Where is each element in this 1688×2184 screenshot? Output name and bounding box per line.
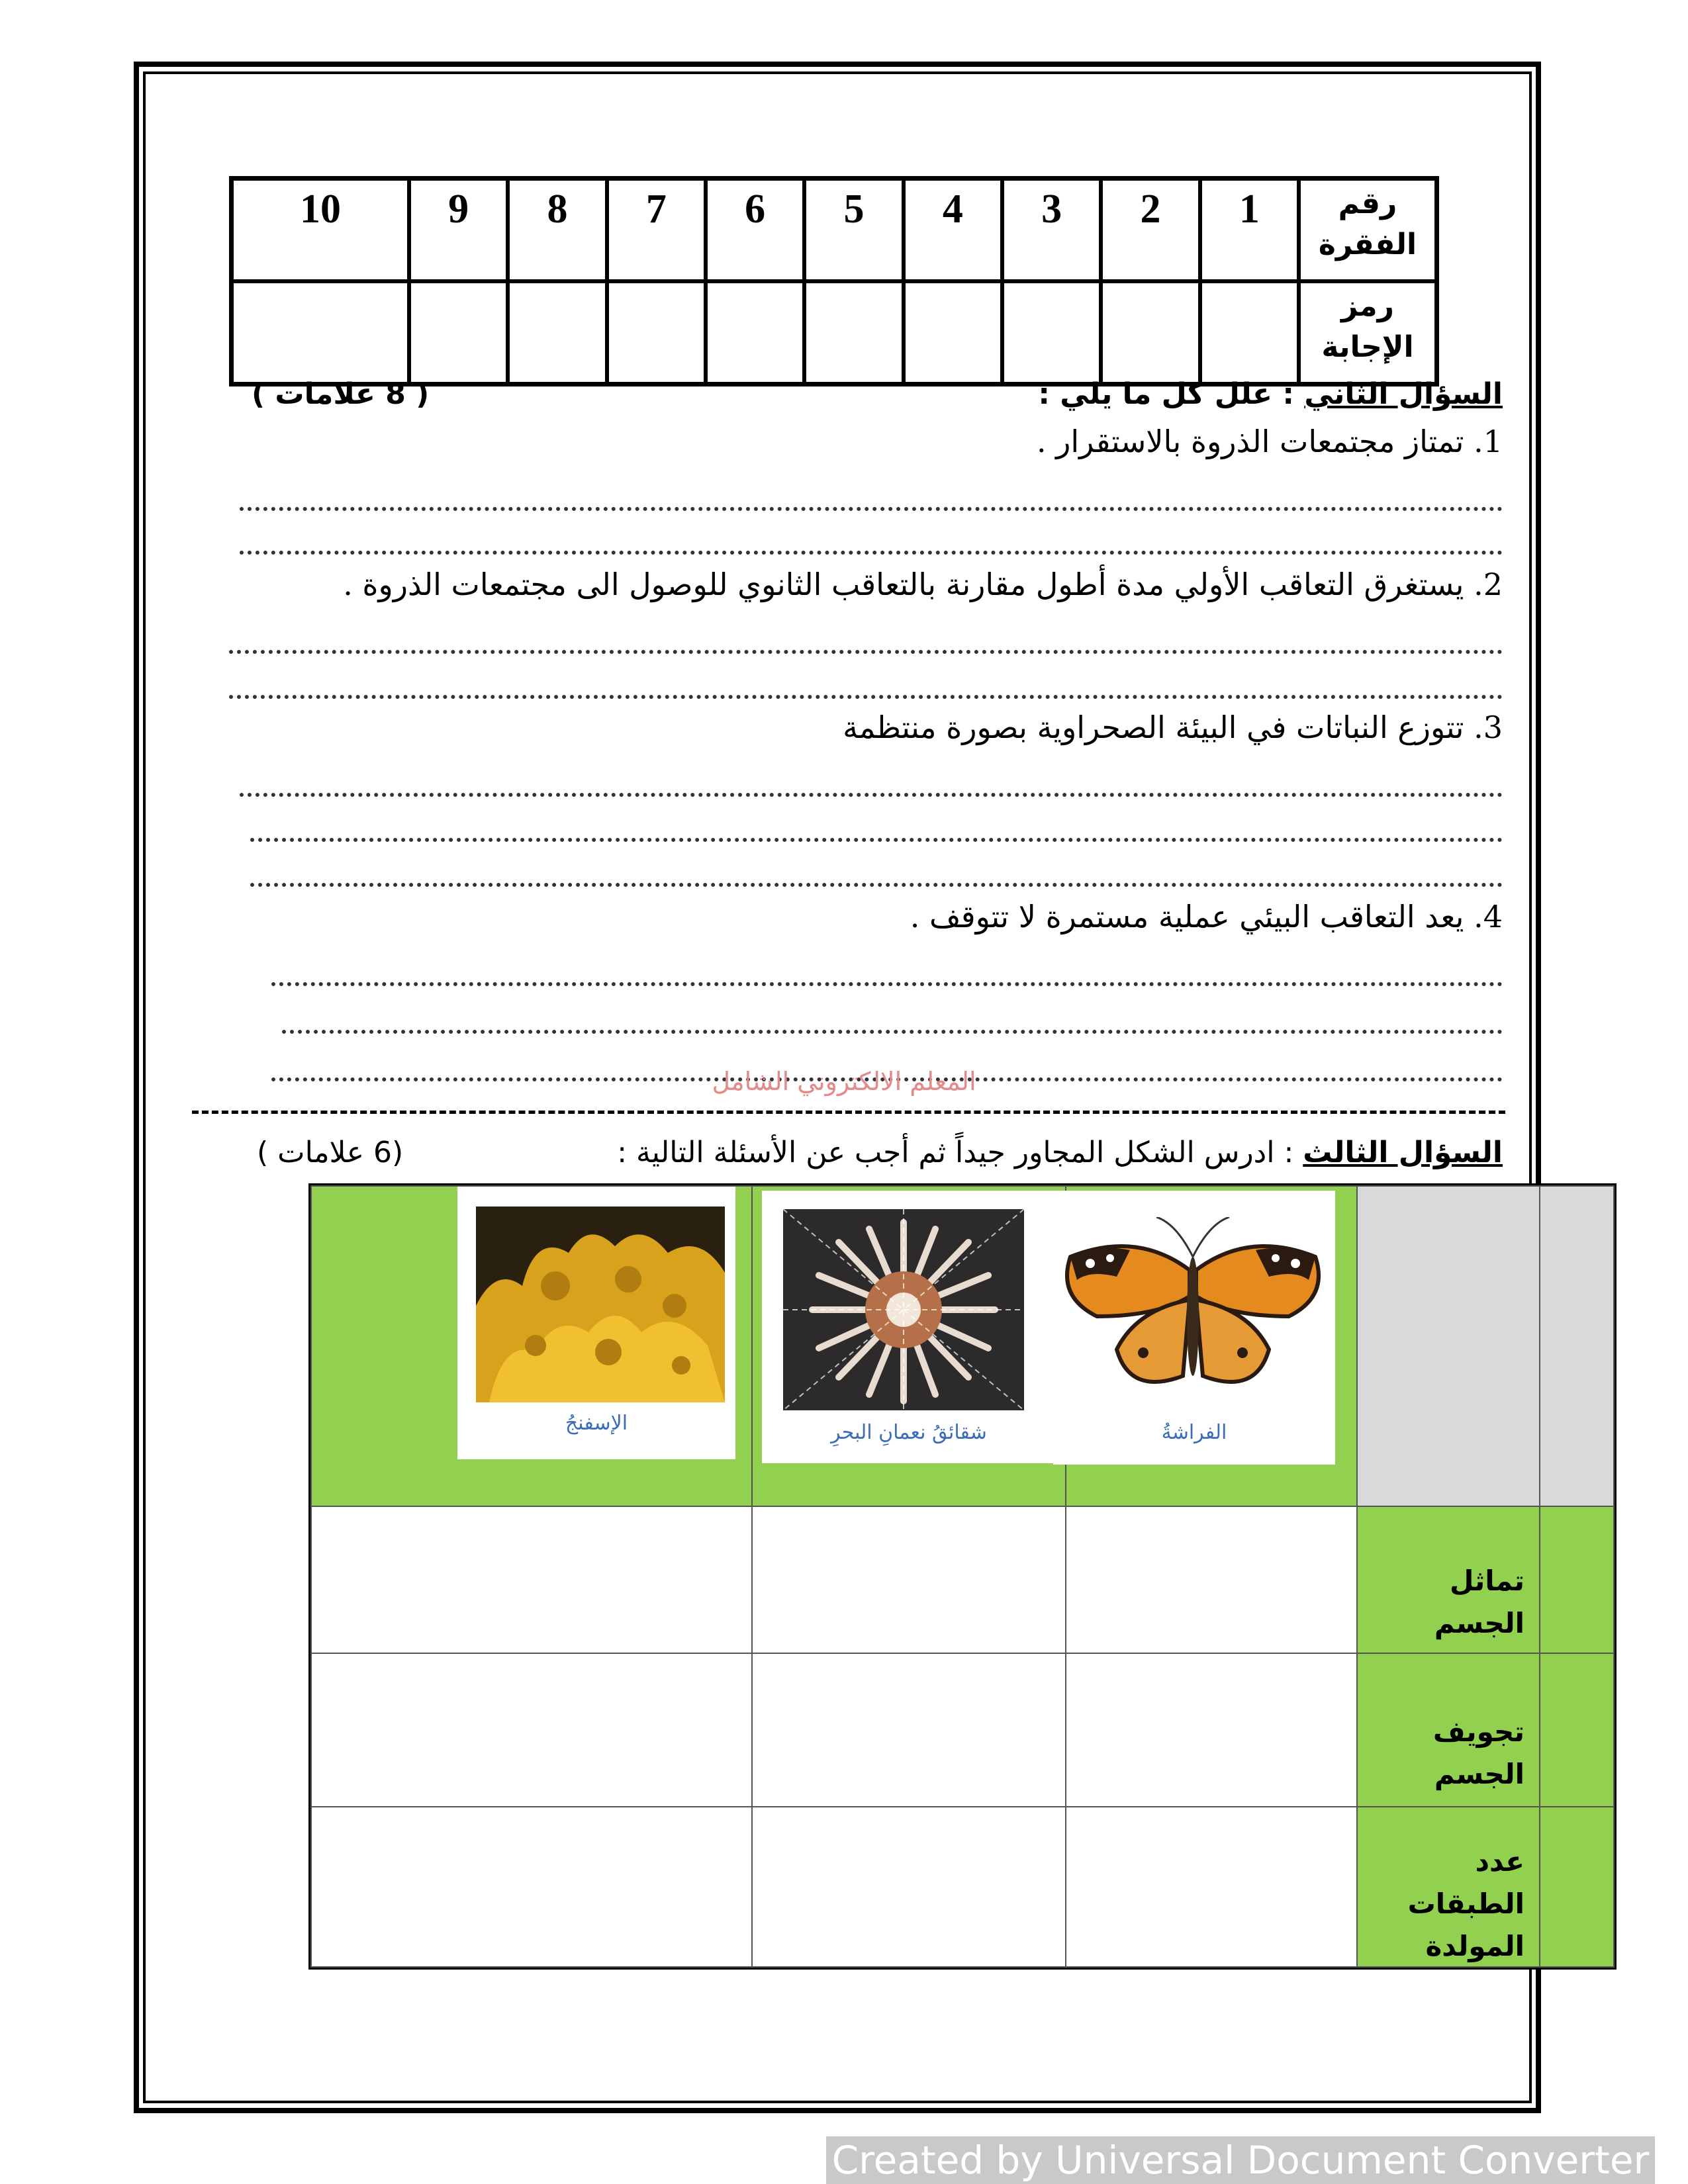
question2-item-2: 2. يستغرق التعاقب الأولي مدة أطول مقارنة بالتعاقب الثانوي للوصول الى مجتمعات الذروة . xyxy=(343,567,1503,602)
answer-line[interactable] xyxy=(250,883,1503,887)
answer-cell[interactable] xyxy=(310,1506,753,1654)
row-edge-cell xyxy=(1539,1806,1615,1968)
answer-cell[interactable] xyxy=(904,281,1002,384)
answer-line[interactable] xyxy=(229,695,1503,699)
answer-code-row xyxy=(232,281,1436,384)
item-number-row xyxy=(232,179,1436,281)
number-cell: 6 xyxy=(706,179,804,281)
answer-cell[interactable] xyxy=(1065,1506,1358,1654)
answer-cell[interactable] xyxy=(409,281,508,384)
answer-key-table xyxy=(229,176,1439,387)
number-cell: 8 xyxy=(508,179,606,281)
row-edge-cell xyxy=(1539,1506,1615,1654)
corner-cell-edge xyxy=(1539,1185,1615,1507)
answer-cell[interactable] xyxy=(751,1806,1066,1968)
answer-cell[interactable] xyxy=(1101,281,1199,384)
question2-item-3: 3. تتوزع النباتات في البيئة الصحراوية بصورة منتظمة xyxy=(843,709,1503,745)
answer-code-label: رمز الإجابة xyxy=(1299,281,1436,384)
section-divider xyxy=(192,1111,1505,1114)
sea-anemone-illustration xyxy=(783,1209,1024,1410)
question2-marks: ( 8 علامات ) xyxy=(252,377,430,411)
classification-table xyxy=(308,1183,1617,1970)
answer-cell[interactable] xyxy=(1200,281,1299,384)
question3-heading xyxy=(617,1136,1503,1169)
answer-cell[interactable] xyxy=(804,281,903,384)
question2-item-4: 4. يعد التعاقب البيئي عملية مستمرة لا تتوقف . xyxy=(910,899,1503,934)
question2-title: السؤال الثاني xyxy=(1304,377,1503,411)
answer-cell[interactable] xyxy=(310,1806,753,1968)
butterfly-card xyxy=(1053,1191,1335,1465)
answer-cell[interactable] xyxy=(751,1653,1066,1807)
sponge-card xyxy=(457,1187,735,1459)
question2-heading xyxy=(1038,377,1503,411)
question3-instruction: : ادرس الشكل المجاور جيداً ثم أجب عن الأسئلة التالية : xyxy=(617,1136,1303,1169)
butterfly-illustration xyxy=(1057,1217,1329,1402)
row-label-symmetry: تماثل الجسم xyxy=(1434,1565,1524,1639)
answer-cell[interactable] xyxy=(706,281,804,384)
sea-anemone-card xyxy=(762,1191,1056,1463)
answer-cell[interactable] xyxy=(310,1653,753,1807)
answer-cell[interactable] xyxy=(232,281,409,384)
number-cell: 2 xyxy=(1101,179,1199,281)
question2-instruction: : علل كل ما يلي : xyxy=(1038,377,1305,411)
number-cell: 1 xyxy=(1200,179,1299,281)
answer-cell[interactable] xyxy=(1065,1653,1358,1807)
row-label-cell xyxy=(1356,1506,1540,1654)
watermark-text: المعلم الالكتروني الشامل xyxy=(712,1067,976,1096)
answer-cell[interactable] xyxy=(1002,281,1101,384)
number-cell: 5 xyxy=(804,179,903,281)
number-cell: 3 xyxy=(1002,179,1101,281)
answer-line[interactable] xyxy=(282,1030,1503,1034)
answer-cell[interactable] xyxy=(751,1506,1066,1654)
row-label-cell xyxy=(1356,1653,1540,1807)
row-edge-cell xyxy=(1539,1653,1615,1807)
answer-line[interactable] xyxy=(240,551,1503,555)
answer-cell[interactable] xyxy=(1065,1806,1358,1968)
answer-line[interactable] xyxy=(229,650,1503,654)
row-label-body-cavity: تجويف الجسم xyxy=(1432,1715,1524,1790)
sponge-illustration xyxy=(476,1206,725,1402)
question2-item-1: 1. تمتاز مجتمعات الذروة بالاستقرار . xyxy=(1036,424,1503,459)
question3-marks: (6 علامات ) xyxy=(257,1136,404,1169)
sponge-caption: الإسفنجُ xyxy=(565,1412,628,1435)
answer-line[interactable] xyxy=(271,982,1503,986)
converter-banner: Created by Universal Document Converter xyxy=(826,2136,1655,2184)
answer-line[interactable] xyxy=(250,838,1503,842)
row-label-germ-layers: عدد الطبقات المولدة xyxy=(1407,1845,1524,1962)
answer-cell[interactable] xyxy=(607,281,706,384)
sea-anemone-caption: شقائقُ نعمانِ البحرِ xyxy=(831,1421,987,1444)
item-number-label: رقم الفقرة xyxy=(1299,179,1436,281)
number-cell: 10 xyxy=(232,179,409,281)
answer-line[interactable] xyxy=(240,793,1503,797)
answer-cell[interactable] xyxy=(508,281,606,384)
corner-cell xyxy=(1356,1185,1540,1507)
question3-title: السؤال الثالث xyxy=(1303,1136,1503,1169)
number-cell: 7 xyxy=(607,179,706,281)
answer-line[interactable] xyxy=(240,507,1503,511)
butterfly-caption: الفراشةُ xyxy=(1161,1421,1227,1444)
number-cell: 4 xyxy=(904,179,1002,281)
number-cell: 9 xyxy=(409,179,508,281)
row-label-cell xyxy=(1356,1806,1540,1968)
